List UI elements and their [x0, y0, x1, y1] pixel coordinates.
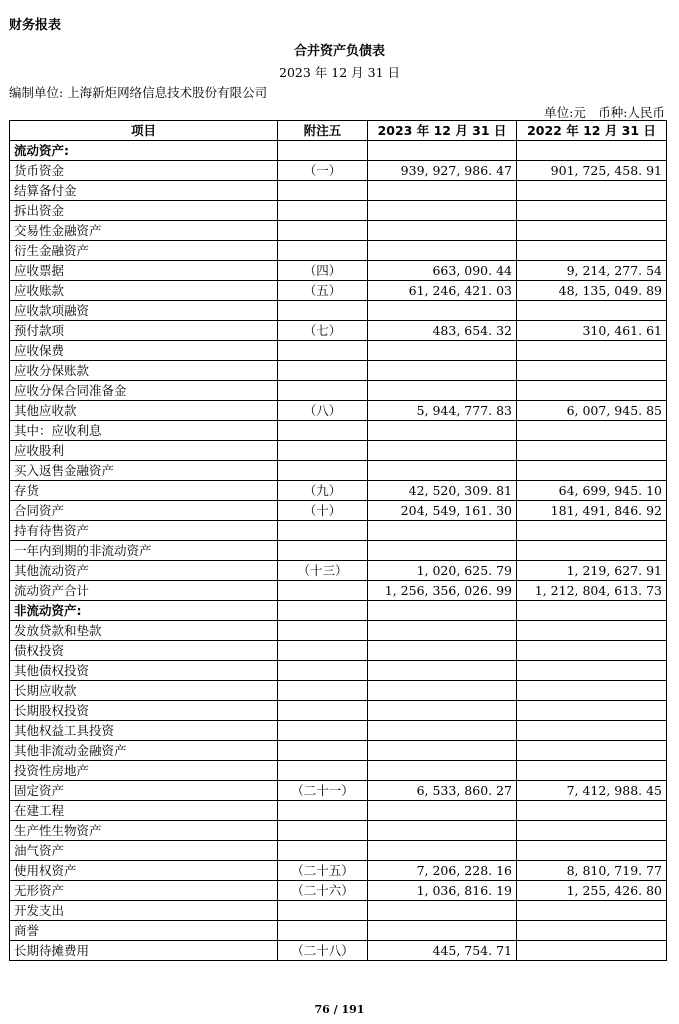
page-number: 76 / 191 — [314, 1003, 365, 1016]
row-note-ref — [278, 601, 368, 621]
row-value-2022 — [517, 221, 667, 241]
row-item-label: 流动资产合计 — [10, 581, 278, 601]
section-title: 财务报表 — [9, 18, 62, 33]
row-value-2022 — [517, 821, 667, 841]
table-row — [10, 581, 667, 601]
company-name: 编制单位: 上海新炬网络信息技术股份有限公司 — [9, 85, 268, 100]
row-value-2022: 9, 214, 277. 54 — [517, 261, 667, 281]
row-value-2023 — [368, 821, 517, 841]
row-note-ref: （二十六） — [278, 881, 368, 901]
row-value-2022 — [517, 661, 667, 681]
row-item-label: 发放贷款和垫款 — [10, 621, 278, 641]
row-note-ref — [278, 381, 368, 401]
row-value-2022: 310, 461. 61 — [517, 321, 667, 341]
row-note-ref — [278, 341, 368, 361]
row-note-ref: （八） — [278, 401, 368, 421]
row-value-2022 — [517, 601, 667, 621]
row-item-label: 衍生金融资产 — [10, 241, 278, 261]
table-row — [10, 941, 667, 961]
table-row — [10, 781, 667, 801]
row-value-2023 — [368, 641, 517, 661]
row-item-label: 应收票据 — [10, 261, 278, 281]
row-value-2023 — [368, 441, 517, 461]
currency-unit: 单位:元 币种:人民币 — [544, 105, 665, 120]
row-value-2022 — [517, 521, 667, 541]
row-value-2023 — [368, 461, 517, 481]
row-note-ref — [278, 361, 368, 381]
row-value-2022 — [517, 921, 667, 941]
table-row — [10, 861, 667, 881]
row-value-2023 — [368, 761, 517, 781]
row-note-ref — [278, 801, 368, 821]
table-body — [10, 141, 667, 961]
row-note-ref: （七） — [278, 321, 368, 341]
row-value-2022 — [517, 681, 667, 701]
column-header-2023: 2023 年 12 月 31 日 — [368, 121, 517, 141]
row-note-ref: （二十五） — [278, 861, 368, 881]
row-item-label: 买入返售金融资产 — [10, 461, 278, 481]
row-value-2023 — [368, 901, 517, 921]
row-item-label: 其他权益工具投资 — [10, 721, 278, 741]
table-row — [10, 361, 667, 381]
table-row — [10, 301, 667, 321]
row-item-label: 结算备付金 — [10, 181, 278, 201]
row-value-2022 — [517, 381, 667, 401]
row-note-ref: （九） — [278, 481, 368, 501]
row-value-2023: 939, 927, 986. 47 — [368, 161, 517, 181]
row-value-2022 — [517, 741, 667, 761]
row-value-2022 — [517, 341, 667, 361]
table-row — [10, 541, 667, 561]
row-value-2022: 1, 212, 804, 613. 73 — [517, 581, 667, 601]
row-value-2022: 48, 135, 049. 89 — [517, 281, 667, 301]
table-row — [10, 881, 667, 901]
row-item-label: 长期待摊费用 — [10, 941, 278, 961]
table-row — [10, 901, 667, 921]
row-value-2022 — [517, 841, 667, 861]
row-item-label: 油气资产 — [10, 841, 278, 861]
row-value-2023 — [368, 681, 517, 701]
row-note-ref — [278, 681, 368, 701]
table-row — [10, 741, 667, 761]
table-row — [10, 681, 667, 701]
table-row — [10, 921, 667, 941]
row-note-ref — [278, 461, 368, 481]
row-value-2023: 5, 944, 777. 83 — [368, 401, 517, 421]
row-value-2023 — [368, 801, 517, 821]
row-note-ref: （四） — [278, 261, 368, 281]
row-item-label: 应收分保合同准备金 — [10, 381, 278, 401]
row-value-2023 — [368, 141, 517, 161]
table-row — [10, 181, 667, 201]
row-note-ref — [278, 541, 368, 561]
row-item-label: 其他流动资产 — [10, 561, 278, 581]
row-item-label: 应收款项融资 — [10, 301, 278, 321]
row-note-ref — [278, 661, 368, 681]
row-item-label: 其中：应收利息 — [10, 421, 278, 441]
row-value-2023 — [368, 721, 517, 741]
row-item-label: 交易性金融资产 — [10, 221, 278, 241]
row-value-2022: 181, 491, 846. 92 — [517, 501, 667, 521]
row-value-2022: 64, 699, 945. 10 — [517, 481, 667, 501]
row-note-ref: （五） — [278, 281, 368, 301]
row-note-ref — [278, 621, 368, 641]
row-value-2022 — [517, 441, 667, 461]
row-value-2022 — [517, 141, 667, 161]
row-item-label: 非流动资产: — [10, 601, 278, 621]
table-row — [10, 481, 667, 501]
row-note-ref — [278, 521, 368, 541]
row-note-ref — [278, 181, 368, 201]
row-note-ref — [278, 641, 368, 661]
table-row — [10, 321, 667, 341]
row-value-2023 — [368, 221, 517, 241]
row-note-ref — [278, 761, 368, 781]
document-title: 合并资产负债表 — [293, 44, 385, 59]
row-note-ref — [278, 221, 368, 241]
row-value-2022 — [517, 941, 667, 961]
table-row — [10, 261, 667, 281]
row-note-ref — [278, 741, 368, 761]
row-value-2022: 8, 810, 719. 77 — [517, 861, 667, 881]
row-value-2022 — [517, 301, 667, 321]
row-item-label: 其他非流动金融资产 — [10, 741, 278, 761]
row-value-2022 — [517, 361, 667, 381]
row-item-label: 预付款项 — [10, 321, 278, 341]
row-note-ref: （二十八） — [278, 941, 368, 961]
row-note-ref — [278, 701, 368, 721]
row-value-2022 — [517, 461, 667, 481]
row-item-label: 其他债权投资 — [10, 661, 278, 681]
row-note-ref — [278, 441, 368, 461]
row-value-2023: 61, 246, 421. 03 — [368, 281, 517, 301]
table-row — [10, 161, 667, 181]
row-item-label: 应收保费 — [10, 341, 278, 361]
row-value-2023: 663, 090. 44 — [368, 261, 517, 281]
row-value-2023: 1, 036, 816. 19 — [368, 881, 517, 901]
row-value-2022 — [517, 621, 667, 641]
table-row — [10, 661, 667, 681]
row-value-2023 — [368, 541, 517, 561]
row-item-label: 应收账款 — [10, 281, 278, 301]
row-value-2023: 1, 256, 356, 026. 99 — [368, 581, 517, 601]
row-note-ref — [278, 841, 368, 861]
table-row — [10, 281, 667, 301]
row-note-ref: （二十一） — [278, 781, 368, 801]
row-item-label: 一年内到期的非流动资产 — [10, 541, 278, 561]
row-value-2023: 1, 020, 625. 79 — [368, 561, 517, 581]
row-value-2022: 1, 219, 627. 91 — [517, 561, 667, 581]
table-row — [10, 381, 667, 401]
row-value-2023 — [368, 241, 517, 261]
column-header-2022: 2022 年 12 月 31 日 — [517, 121, 667, 141]
row-value-2023 — [368, 421, 517, 441]
row-item-label: 使用权资产 — [10, 861, 278, 881]
row-value-2022 — [517, 421, 667, 441]
row-note-ref — [278, 301, 368, 321]
table-row — [10, 761, 667, 781]
row-note-ref — [278, 901, 368, 921]
row-value-2023: 445, 754. 71 — [368, 941, 517, 961]
row-value-2023 — [368, 201, 517, 221]
row-note-ref — [278, 201, 368, 221]
row-note-ref: （一） — [278, 161, 368, 181]
row-value-2023 — [368, 341, 517, 361]
row-value-2023 — [368, 661, 517, 681]
row-note-ref — [278, 821, 368, 841]
table-row — [10, 801, 667, 821]
table-row — [10, 601, 667, 621]
table-row — [10, 621, 667, 641]
row-item-label: 其他应收款 — [10, 401, 278, 421]
row-item-label: 无形资产 — [10, 881, 278, 901]
row-value-2022 — [517, 801, 667, 821]
row-value-2023 — [368, 701, 517, 721]
table-header-row — [10, 121, 667, 141]
table-row — [10, 421, 667, 441]
row-item-label: 开发支出 — [10, 901, 278, 921]
table-row — [10, 461, 667, 481]
row-item-label: 在建工程 — [10, 801, 278, 821]
table-row — [10, 141, 667, 161]
row-item-label: 生产性生物资产 — [10, 821, 278, 841]
row-note-ref — [278, 421, 368, 441]
row-value-2023 — [368, 181, 517, 201]
row-item-label: 固定资产 — [10, 781, 278, 801]
row-value-2023 — [368, 741, 517, 761]
row-note-ref — [278, 241, 368, 261]
column-header-note: 附注五 — [278, 121, 368, 141]
row-value-2022 — [517, 761, 667, 781]
row-value-2023 — [368, 841, 517, 861]
row-note-ref — [278, 721, 368, 741]
table-row — [10, 501, 667, 521]
row-value-2022: 6, 007, 945. 85 — [517, 401, 667, 421]
row-value-2022: 1, 255, 426. 80 — [517, 881, 667, 901]
row-value-2022 — [517, 181, 667, 201]
row-item-label: 存货 — [10, 481, 278, 501]
table-row — [10, 221, 667, 241]
row-item-label: 商誉 — [10, 921, 278, 941]
table-row — [10, 401, 667, 421]
row-note-ref — [278, 581, 368, 601]
row-item-label: 长期应收款 — [10, 681, 278, 701]
row-value-2023: 483, 654. 32 — [368, 321, 517, 341]
table-row — [10, 521, 667, 541]
table-row — [10, 701, 667, 721]
table-row — [10, 641, 667, 661]
table-row — [10, 201, 667, 221]
row-note-ref: （十三） — [278, 561, 368, 581]
row-value-2022 — [517, 541, 667, 561]
row-value-2022 — [517, 901, 667, 921]
row-note-ref — [278, 921, 368, 941]
row-value-2022 — [517, 721, 667, 741]
row-item-label: 持有待售资产 — [10, 521, 278, 541]
table-row — [10, 821, 667, 841]
table-row — [10, 721, 667, 741]
table-row — [10, 441, 667, 461]
row-value-2022 — [517, 201, 667, 221]
row-value-2023 — [368, 361, 517, 381]
row-item-label: 货币资金 — [10, 161, 278, 181]
row-value-2022: 901, 725, 458. 91 — [517, 161, 667, 181]
row-note-ref — [278, 141, 368, 161]
row-value-2023: 6, 533, 860. 27 — [368, 781, 517, 801]
row-value-2022 — [517, 641, 667, 661]
row-value-2023: 42, 520, 309. 81 — [368, 481, 517, 501]
row-value-2023 — [368, 301, 517, 321]
row-item-label: 流动资产: — [10, 141, 278, 161]
balance-sheet-table — [9, 120, 667, 961]
row-value-2022 — [517, 241, 667, 261]
row-value-2022: 7, 412, 988. 45 — [517, 781, 667, 801]
row-item-label: 拆出资金 — [10, 201, 278, 221]
row-item-label: 长期股权投资 — [10, 701, 278, 721]
row-item-label: 应收股利 — [10, 441, 278, 461]
table-row — [10, 841, 667, 861]
row-value-2023 — [368, 921, 517, 941]
row-item-label: 应收分保账款 — [10, 361, 278, 381]
column-header-item: 项目 — [10, 121, 278, 141]
table-row — [10, 341, 667, 361]
row-value-2023: 204, 549, 161. 30 — [368, 501, 517, 521]
table-row — [10, 241, 667, 261]
table-row — [10, 561, 667, 581]
row-value-2023 — [368, 381, 517, 401]
row-value-2023: 7, 206, 228. 16 — [368, 861, 517, 881]
row-note-ref: （十） — [278, 501, 368, 521]
row-value-2023 — [368, 621, 517, 641]
row-value-2022 — [517, 701, 667, 721]
document-date: 2023 年 12 月 31 日 — [279, 65, 400, 80]
row-value-2023 — [368, 601, 517, 621]
row-item-label: 投资性房地产 — [10, 761, 278, 781]
row-value-2023 — [368, 521, 517, 541]
row-item-label: 债权投资 — [10, 641, 278, 661]
row-item-label: 合同资产 — [10, 501, 278, 521]
